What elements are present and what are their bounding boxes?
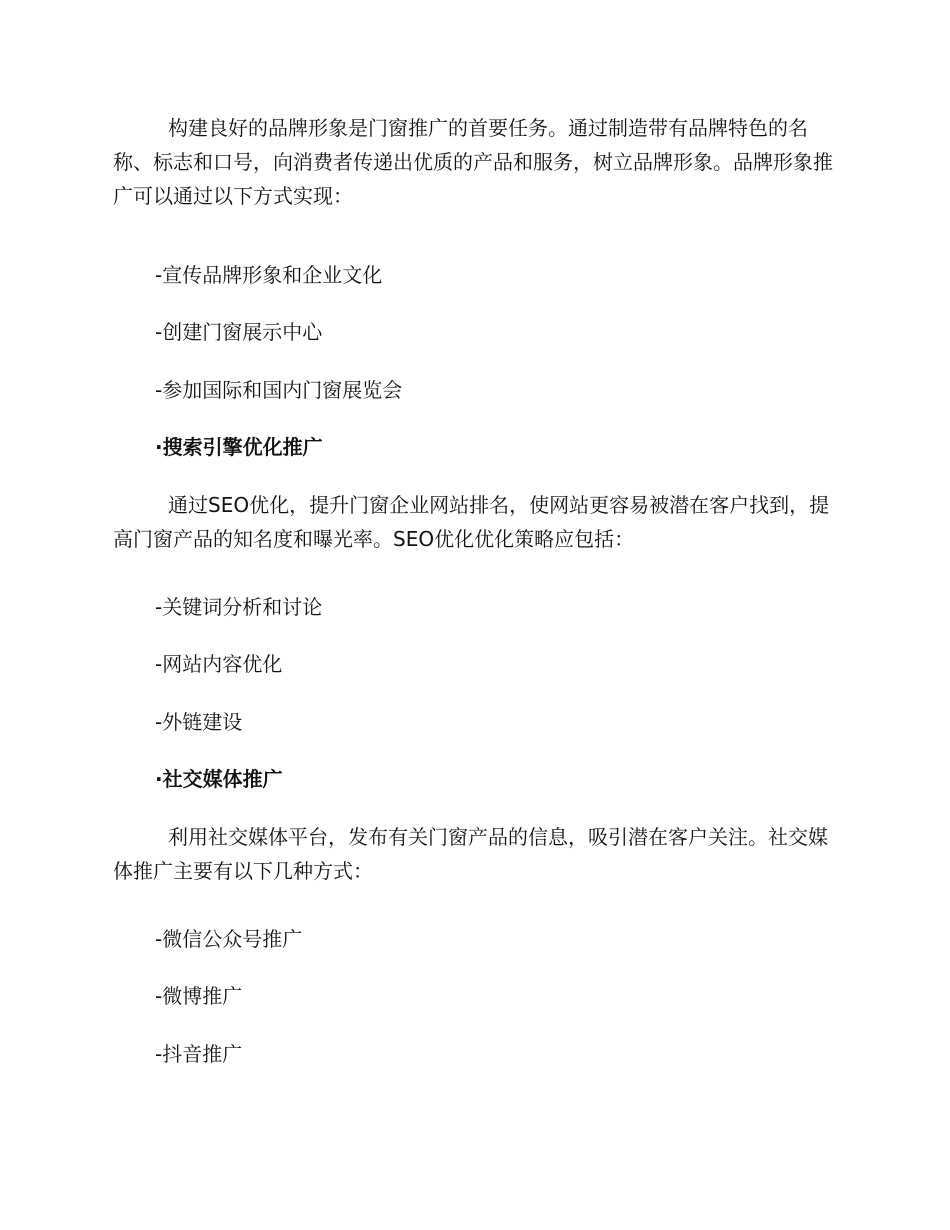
list-item-brand-culture: -宣传品牌形象和企业文化: [155, 263, 383, 287]
social-media-section-heading: ·社交媒体推广: [155, 767, 283, 791]
seo-paragraph: 通过SEO优化，提升门窗企业网站排名，使网站更容易被潜在客户找到，提高门窗产品的知名度和曝光率。SEO优化优化策略应包括：: [113, 493, 830, 551]
list-item-content-optimization: -网站内容优化: [155, 652, 283, 676]
list-item-backlinks: -外链建设: [155, 710, 243, 734]
list-item-wechat: -微信公众号推广: [155, 927, 303, 951]
seo-section-heading: ·搜索引擎优化推广: [155, 435, 323, 459]
list-item-douyin: -抖音推广: [155, 1042, 243, 1066]
list-item-keyword-analysis: -关键词分析和讨论: [155, 595, 323, 619]
brand-image-paragraph: 构建良好的品牌形象是门窗推广的首要任务。通过制造带有品牌特色的名称、标志和口号，向消费者传递出优质的产品和服务，树立品牌形象。品牌形象推广可以通过以下方式实现：: [113, 116, 833, 208]
list-item-weibo: -微博推广: [155, 984, 243, 1008]
social-media-paragraph: 利用社交媒体平台，发布有关门窗产品的信息，吸引潜在客户关注。社交媒体推广主要有以下几种方式：: [113, 825, 828, 883]
list-item-exhibition: -参加国际和国内门窗展览会: [155, 378, 403, 402]
list-item-showroom: -创建门窗展示中心: [155, 320, 323, 344]
